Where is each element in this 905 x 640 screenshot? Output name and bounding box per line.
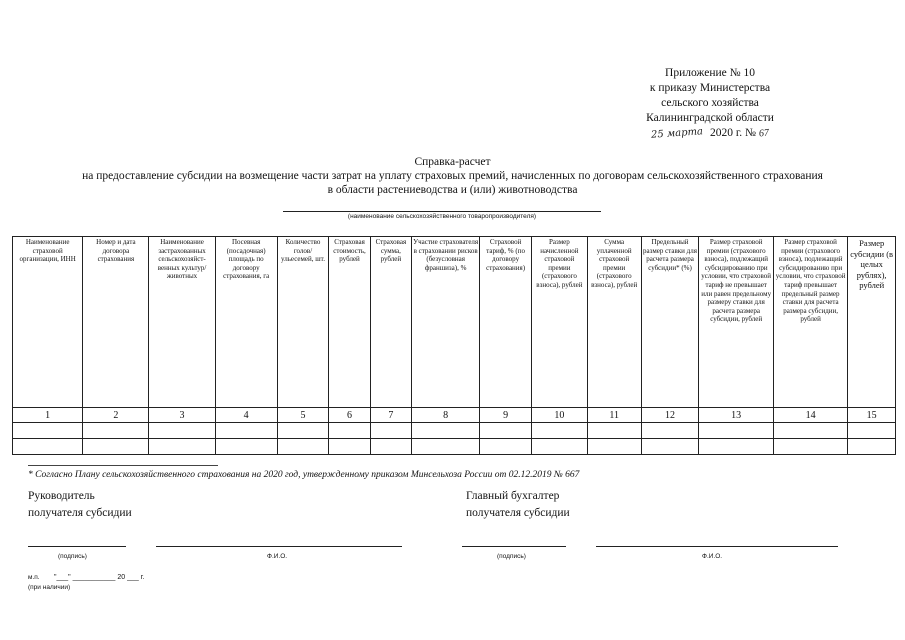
empty-cell[interactable] [277,439,329,455]
stamp-note: (при наличии) [28,584,71,591]
empty-cell[interactable] [699,439,773,455]
header-cell: Размер субсидии (в целых рублях), рублей [848,237,896,408]
appendix-line-4: Калининградской области [646,112,774,124]
accountant-name-caption: Ф.И.О. [702,553,723,560]
title-line-3: в области растениеводства и (или) животноводства [327,184,578,196]
empty-cell[interactable] [531,439,587,455]
accountant-signature-title [466,488,570,522]
empty-cell[interactable] [83,439,149,455]
column-number: 5 [277,408,329,423]
accountant-signature-line[interactable] [462,546,566,547]
header-cell: Страховой тариф, % (по договору страхования) [480,237,532,408]
accountant-name-line[interactable] [596,546,838,547]
empty-cell[interactable] [215,439,277,455]
empty-cell[interactable] [531,423,587,439]
empty-cell[interactable] [13,423,83,439]
appendix-line-1: Приложение № 10 [665,67,755,79]
column-number: 11 [587,408,641,423]
empty-cell[interactable] [277,423,329,439]
stamp-label: м.п. [28,574,40,581]
header-cell: Посевная (посадочная) площадь по договору страхования, га [215,237,277,408]
header-cell: Размер начисленной страховой премии (страхового взноса), рублей [531,237,587,408]
header-cell: Наименование страховой организации, ИНН [13,237,83,408]
empty-cell[interactable] [149,439,215,455]
empty-cell[interactable] [480,423,532,439]
appendix-header [560,66,860,141]
column-number: 10 [531,408,587,423]
title-line-2: на предоставление субсидии на возмещение части затрат на уплату страховых премий, начисленных по договорам сельскохозяйственного страхования [82,170,823,182]
column-number: 1 [13,408,83,423]
empty-cell[interactable] [329,423,370,439]
appendix-line-2: к приказу Министерства [649,82,771,94]
document-title [0,155,905,197]
column-number: 8 [412,408,480,423]
header-cell: Страховая сумма, рублей [370,237,411,408]
title-line-1: Справка-расчет [414,156,491,168]
empty-cell[interactable] [587,439,641,455]
empty-cell[interactable] [13,439,83,455]
empty-cell[interactable] [149,423,215,439]
column-number: 2 [83,408,149,423]
head-signature-line[interactable] [28,546,126,547]
empty-cell[interactable] [587,423,641,439]
table-header-row [13,237,896,408]
organization-name-line [283,211,601,212]
head-title-line-1: Руководитель [28,490,95,502]
empty-row [13,423,896,439]
footnote: * Согласно Плану сельскохозяйственного страхования на 2020 год, утвержденному приказом Минсельхоза России от 02.12.2019 № 667 [28,470,580,480]
header-cell: Участие страхователя в страховании рисков (безусловная франшиза), % [412,237,480,408]
header-cell: Наименование застрахованных сельскохозяйст-венных культур/ животных [149,237,215,408]
header-cell: Страховая стоимость, рублей [329,237,370,408]
empty-cell[interactable] [848,439,896,455]
column-number: 3 [149,408,215,423]
empty-cell[interactable] [329,439,370,455]
column-number: 15 [848,408,896,423]
empty-cell[interactable] [412,439,480,455]
appendix-line-3: сельского хозяйства [661,97,759,109]
column-number: 12 [641,408,699,423]
header-cell: Сумма уплаченной страховой премии (страхового взноса), рублей [587,237,641,408]
date-template: "___" ___________ 20 ___ г. [54,574,145,581]
head-signature-caption: (подпись) [58,553,87,560]
column-number: 4 [215,408,277,423]
column-number: 9 [480,408,532,423]
empty-cell[interactable] [412,423,480,439]
empty-cell[interactable] [641,423,699,439]
empty-cell[interactable] [848,423,896,439]
accountant-title-line-2: получателя субсидии [466,507,570,519]
empty-cell[interactable] [773,423,847,439]
empty-row [13,439,896,455]
accountant-signature-caption: (подпись) [497,553,526,560]
empty-cell[interactable] [215,423,277,439]
empty-cell[interactable] [641,439,699,455]
handwritten-number: 67 [758,127,770,140]
header-cell: Размер страховой премии (страхового взноса), подлежащий субсидированию при условии, что страховой тариф не превышает или равен предельному размеру ставки для расчета размера субсидии, рублей [699,237,773,408]
handwritten-date: 25 марта [650,126,704,141]
head-name-line[interactable] [156,546,402,547]
appendix-date-line [560,126,860,141]
head-title-line-2: получателя субсидии [28,507,132,519]
head-name-caption: Ф.И.О. [267,553,288,560]
head-signature-title [28,488,132,522]
appendix-year: 2020 г. № [709,127,757,139]
empty-cell[interactable] [480,439,532,455]
column-number: 14 [773,408,847,423]
header-cell: Номер и дата договора страхования [83,237,149,408]
calculation-table [12,236,896,455]
empty-cell[interactable] [773,439,847,455]
column-number: 6 [329,408,370,423]
footnote-divider [28,465,218,466]
column-number-row [13,408,896,423]
empty-cell[interactable] [83,423,149,439]
empty-cell[interactable] [370,439,411,455]
header-cell: Предельный размер ставки для расчета размера субсидии* (%) [641,237,699,408]
column-number: 7 [370,408,411,423]
header-cell: Количество голов/ ульесемей, шт. [277,237,329,408]
empty-cell[interactable] [370,423,411,439]
accountant-title-line-1: Главный бухгалтер [466,490,560,502]
header-cell: Размер страховой премии (страхового взноса), подлежащий субсидированию при условии, что страховой тариф превышает предельный размер ставки для расчета размера субсидии, рублей [773,237,847,408]
empty-cell[interactable] [699,423,773,439]
column-number: 13 [699,408,773,423]
organization-caption: (наименование сельскохозяйственного товаропроизводителя) [347,213,537,220]
